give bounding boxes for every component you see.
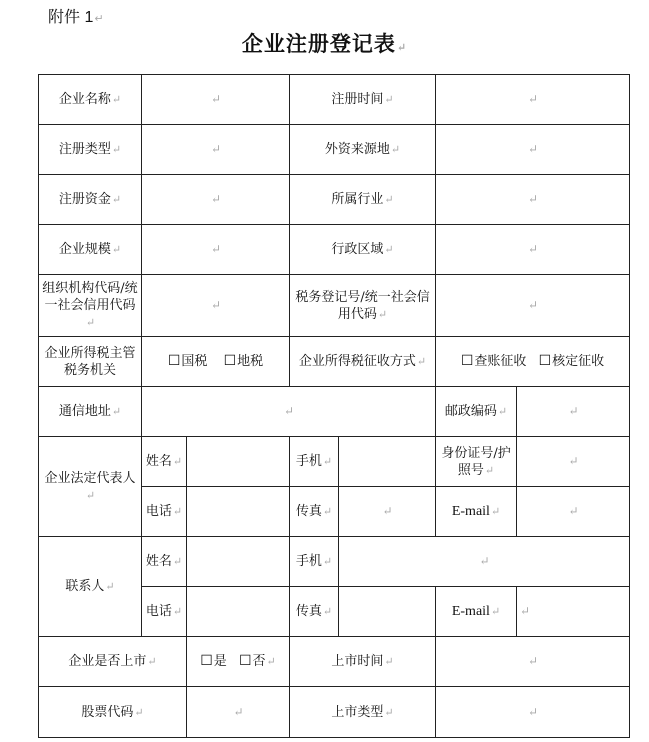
company-name-field[interactable]: ↵ — [142, 75, 290, 125]
legal-rep-fax-field[interactable]: ↵ — [339, 487, 436, 537]
fixed-collection-checkbox[interactable]: ☐核定征收 — [538, 353, 605, 369]
contact-label: 联系人↵ — [39, 537, 142, 637]
row-contact-1 — [39, 537, 630, 587]
legal-rep-email-field[interactable]: ↵ — [517, 487, 630, 537]
postcode-label: 邮政编码↵ — [436, 387, 517, 437]
row-mail-address — [39, 387, 630, 437]
legal-rep-name-field[interactable] — [187, 437, 290, 487]
legal-rep-name-label: 姓名↵ — [142, 437, 187, 487]
row-company-name — [39, 75, 630, 125]
contact-email-label: E-mail↵ — [436, 587, 517, 637]
national-tax-checkbox[interactable]: ☐国税 — [167, 353, 208, 369]
listing-time-label: 上市时间↵ — [290, 637, 436, 687]
org-code-label: 组织机构代码/统一社会信用代码↵ — [39, 275, 142, 337]
listing-type-label: 上市类型↵ — [290, 687, 436, 738]
income-tax-authority-label: 企业所得税主管税务机关 — [39, 337, 142, 387]
reg-time-field[interactable]: ↵ — [436, 75, 630, 125]
contact-email-field[interactable]: ↵ — [517, 587, 630, 637]
contact-phone-label: 电话↵ — [142, 587, 187, 637]
row-company-scale — [39, 225, 630, 275]
industry-label: 所属行业↵ — [290, 175, 436, 225]
industry-field[interactable]: ↵ — [436, 175, 630, 225]
listing-type-field[interactable]: ↵ — [436, 687, 630, 738]
stock-code-field[interactable]: ↵ — [187, 687, 290, 738]
foreign-source-field[interactable]: ↵ — [436, 125, 630, 175]
reg-capital-label: 注册资金↵ — [39, 175, 142, 225]
checkbox-icon: ☐ — [223, 353, 237, 369]
form-title: 企业注册登记表↵ — [241, 31, 408, 56]
legal-rep-phone-label: 电话↵ — [142, 487, 187, 537]
checkbox-icon: ☐ — [200, 653, 213, 669]
contact-fax-field[interactable] — [339, 587, 436, 637]
legal-rep-mobile-label: 手机↵ — [290, 437, 339, 487]
admin-region-field[interactable]: ↵ — [436, 225, 630, 275]
listed-yes-checkbox[interactable]: ☐是 — [200, 653, 227, 669]
row-reg-capital — [39, 175, 630, 225]
local-tax-checkbox[interactable]: ☐地税 — [223, 353, 264, 369]
tax-reg-field[interactable]: ↵ — [436, 275, 630, 337]
legal-rep-label: 企业法定代表人↵ — [39, 437, 142, 537]
collection-method-options — [436, 337, 630, 387]
listed-no-checkbox[interactable]: ☐否↵ — [238, 653, 276, 669]
row-org-code — [39, 275, 630, 337]
row-stock — [39, 687, 630, 738]
tax-authority-options — [142, 337, 290, 387]
legal-rep-phone-field[interactable] — [187, 487, 290, 537]
company-name-label: 企业名称↵ — [39, 75, 142, 125]
listing-time-field[interactable]: ↵ — [436, 637, 630, 687]
legal-rep-email-label: E-mail↵ — [436, 487, 517, 537]
row-income-tax — [39, 337, 630, 387]
admin-region-label: 行政区域↵ — [290, 225, 436, 275]
contact-mobile-label: 手机↵ — [290, 537, 339, 587]
tax-reg-label: 税务登记号/统一社会信用代码↵ — [290, 275, 436, 337]
listed-label: 企业是否上市↵ — [39, 637, 187, 687]
stock-code-label: 股票代码↵ — [39, 687, 187, 738]
reg-type-label: 注册类型↵ — [39, 125, 142, 175]
company-scale-label: 企业规模↵ — [39, 225, 142, 275]
row-listed — [39, 637, 630, 687]
reg-type-field[interactable]: ↵ — [142, 125, 290, 175]
contact-name-field[interactable] — [187, 537, 290, 587]
mail-address-field[interactable]: ↵ — [142, 387, 436, 437]
row-reg-type — [39, 125, 630, 175]
legal-rep-fax-label: 传真↵ — [290, 487, 339, 537]
mail-address-label: 通信地址↵ — [39, 387, 142, 437]
reg-time-label: 注册时间↵ — [290, 75, 436, 125]
id-passport-field[interactable]: ↵ — [517, 437, 630, 487]
income-tax-method-label: 企业所得税征收方式↵ — [290, 337, 436, 387]
checkbox-icon: ☐ — [460, 353, 474, 369]
postcode-field[interactable]: ↵ — [517, 387, 630, 437]
attachment-label: 附件 1↵ — [48, 9, 104, 26]
org-code-field[interactable]: ↵ — [142, 275, 290, 337]
checkbox-icon: ☐ — [238, 653, 252, 669]
legal-rep-mobile-field[interactable] — [339, 437, 436, 487]
id-passport-label: 身份证号/护照号↵ — [436, 437, 517, 487]
audit-collection-checkbox[interactable]: ☐查账征收 — [460, 353, 527, 369]
checkbox-icon: ☐ — [538, 353, 552, 369]
contact-phone-field[interactable] — [187, 587, 290, 637]
contact-mobile-field[interactable]: ↵ — [339, 537, 630, 587]
row-legal-rep-1 — [39, 437, 630, 487]
reg-capital-field[interactable]: ↵ — [142, 175, 290, 225]
checkbox-icon: ☐ — [167, 353, 181, 369]
company-scale-field[interactable]: ↵ — [142, 225, 290, 275]
listed-options — [187, 637, 290, 687]
registration-form-table — [38, 74, 630, 738]
contact-name-label: 姓名↵ — [142, 537, 187, 587]
foreign-source-label: 外资来源地↵ — [290, 125, 436, 175]
contact-fax-label: 传真↵ — [290, 587, 339, 637]
